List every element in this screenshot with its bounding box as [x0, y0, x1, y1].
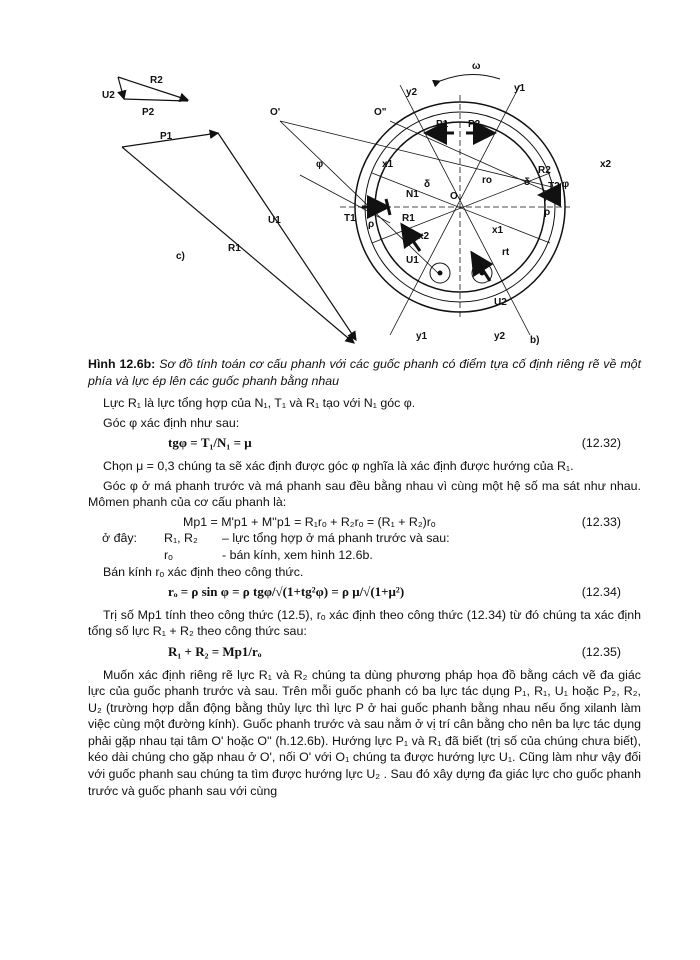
paragraph-4: Góc φ ở má phanh trước và má phanh sau đều bằng nhau vì cùng một hệ số ma sát như nhau. Mômen phanh của cơ cấu phanh là: — [88, 478, 641, 510]
label-p2-big: P2 — [468, 119, 481, 130]
label-y1-top: y1 — [514, 83, 526, 94]
equation-12-33-body: Mp1 = M'p1 + M''p1 = R₁rₒ + R₂rₒ = (R₁ + R₂)rₒ — [183, 514, 436, 529]
label-u2-big: U2 — [494, 297, 507, 308]
label-y2-bottom: y2 — [494, 331, 506, 342]
label-n2: N2 — [544, 193, 557, 204]
label-delta-left: δ — [424, 179, 431, 190]
paragraph-3: Chọn μ = 0,3 chúng ta sẽ xác định được góc φ nghĩa là xác định được hướng của R₁. — [103, 458, 574, 473]
label-p1-small: P1 — [160, 131, 173, 142]
label-phi-left: φ — [316, 159, 324, 170]
page-text — [88, 356, 641, 802]
definition-symbol-ro: rₒ — [164, 547, 173, 562]
caption-text: Sơ đồ tính toán cơ cấu phanh với các guốc phanh có điểm tựa cố định riêng rẽ về một phía và lực ép lên các guốc phanh bằng nhau — [88, 357, 642, 388]
label-y1-bottom: y1 — [416, 331, 428, 342]
label-r1-big: R1 — [402, 213, 415, 224]
label-y2-top: y2 — [406, 87, 418, 98]
paragraph-1: Lực R₁ là lực tổng hợp của N₁, T₁ và R₁ tạo với N₁ góc φ. — [103, 396, 416, 411]
label-u1-big: U1 — [406, 255, 419, 266]
equation-12-35 — [88, 644, 641, 661]
label-rt: rt — [502, 247, 510, 258]
label-o-dprime: O" — [374, 107, 387, 118]
equation-12-35-number: (12.35) — [581, 644, 621, 659]
definition-text-ro: - bán kính, xem hình 12.6b. — [222, 547, 373, 562]
label-b: b) — [530, 335, 540, 346]
label-delta-right: δ — [524, 177, 531, 188]
label-r1-small: R1 — [228, 243, 241, 254]
label-c: c) — [176, 251, 185, 262]
equation-12-32-body: tgφ = T₁/N₁ = μ — [168, 435, 252, 451]
label-rho-left: ρ — [368, 219, 375, 230]
label-u1-small: U1 — [268, 215, 281, 226]
paragraph-6: Trị số Mp1 tính theo công thức (12.5), rₒ xác định theo công thức (12.34) từ đó chúng ta xác định tổng số lực R₁ + R₂ theo công thức sau: — [88, 607, 641, 639]
equation-12-34-body: rₒ = ρ sin φ = ρ tgφ/√(1+tg²φ) = ρ μ/√(1+μ²) — [168, 584, 405, 600]
label-rho-right: ρ — [544, 207, 551, 218]
paragraph-2: Góc φ xác định như sau: — [103, 415, 240, 430]
label-p2-small: P2 — [142, 107, 155, 118]
equation-12-32 — [88, 435, 641, 452]
rotation-arrow — [440, 74, 500, 81]
label-phi-right: φ — [562, 179, 570, 190]
caption-label: Hình 12.6b: — [88, 357, 156, 371]
label-r2-big: R2 — [538, 165, 551, 176]
definition-text-r: – lực tổng hợp ở má phanh trước và sau: — [222, 531, 450, 546]
equation-12-35-body: R₁ + R₂ = Mp1/rₒ — [168, 643, 262, 659]
label-x2-left: x2 — [418, 231, 430, 242]
definition-symbol-r: R₁, R₂ — [164, 531, 198, 546]
equation-12-33-number: (12.33) — [581, 514, 621, 529]
label-n1: N1 — [406, 189, 419, 200]
label-x1-right: x1 — [492, 225, 504, 236]
brake-drum — [280, 85, 570, 335]
label-t1: T1 — [344, 213, 356, 224]
label-p1-big: P1 — [436, 119, 449, 130]
label-omega: ω — [472, 61, 481, 72]
equation-12-33 — [88, 514, 641, 531]
brake-diagram-figure — [90, 55, 612, 351]
label-t2: T2 — [548, 181, 560, 192]
label-o-prime: O' — [270, 107, 281, 118]
equation-12-34 — [88, 584, 641, 601]
figure-caption — [88, 356, 641, 389]
equation-12-34-number: (12.34) — [581, 585, 621, 600]
definition-r1-r2 — [88, 530, 641, 547]
label-x1-left: x1 — [382, 159, 394, 170]
paragraph-7: Muốn xác định riêng rẽ lực R₁ và R₂ chúng ta dùng phương pháp họa đồ bằng cách vẽ đa giác lực của guốc phanh trước và sau. Trên mỗi guốc phanh có ba lực tác dụng P₁, R₁, U₁ hoặc P₂, R₂, U₂ (trường hợp dẫn động bằng thủy lực thì lực P ở hai guốc phanh bằng nhau nếu ống xilanh làm việc cùng một đường kính). Guốc phanh trước và sau nằm ở vị trí cân bằng cho nên ba lực tác dụng phải gặp nhau tại tâm O' hoặc O'' (h.12.6b). Hướng lực P₁ và R₁ đã biết (trị số của chúng chưa biết), kéo dài chúng cho gặp nhau ở O', nối O' với O₁ chúng ta được hướng lực U₁. Cũng làm như vậy đối với guốc phanh sau chúng ta tìm được hướng lực U₂ . Sau đó xây dựng đa giác lực cho guốc phanh trước và guốc phanh sau với cùng — [88, 667, 641, 798]
definition-ro — [88, 547, 641, 564]
equation-12-32-number: (12.32) — [581, 436, 621, 451]
label-r2-small: R2 — [150, 75, 163, 86]
label-ro: ro — [482, 175, 492, 186]
label-x2-right: x2 — [600, 159, 612, 170]
label-o-center: O — [450, 191, 458, 202]
definition-lead: ở đây: — [102, 531, 137, 546]
label-u2-small: U2 — [102, 90, 115, 101]
paragraph-5: Bán kính rₒ xác định theo công thức. — [103, 564, 304, 579]
